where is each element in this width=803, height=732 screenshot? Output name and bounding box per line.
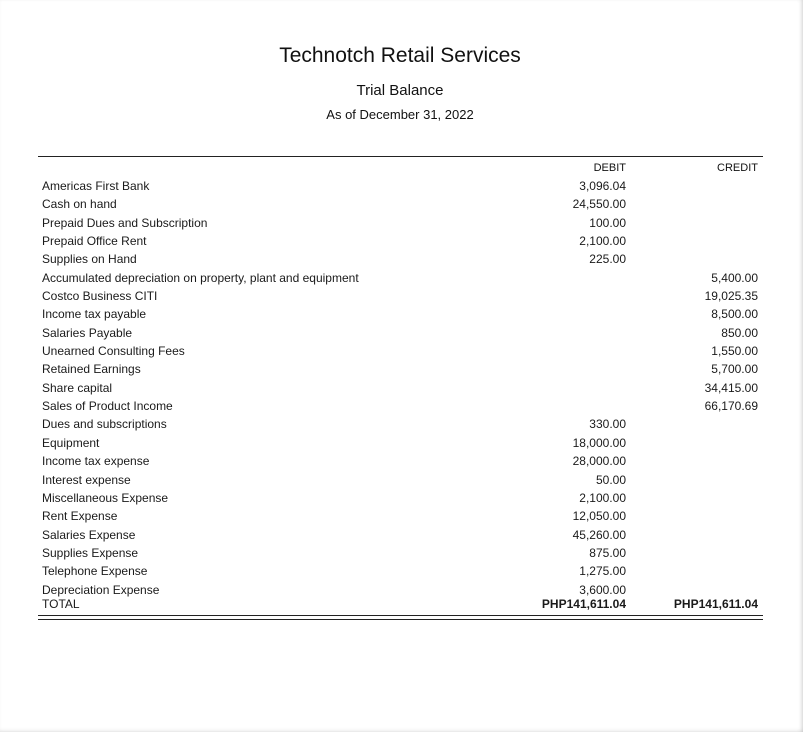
account-name: Supplies Expense xyxy=(42,545,139,560)
total-debit: PHP141,611.04 xyxy=(541,596,626,611)
table-row xyxy=(38,489,763,507)
company-name: Technotch Retail Services xyxy=(279,44,521,67)
report-date: As of December 31, 2022 xyxy=(326,107,474,122)
table-row xyxy=(38,305,763,323)
trial-balance-table xyxy=(38,156,763,620)
table-row xyxy=(38,214,763,232)
table-row xyxy=(38,342,763,360)
total-row xyxy=(38,596,763,618)
debit-amount: 3,096.04 xyxy=(579,179,626,193)
credit-amount: 1,550.00 xyxy=(711,344,758,359)
account-name: Salaries Payable xyxy=(42,325,133,340)
account-name: Dues and subscriptions xyxy=(42,417,167,432)
credit-amount: 5,400.00 xyxy=(711,270,758,285)
account-name: Miscellaneous Expense xyxy=(42,490,169,505)
table-row xyxy=(38,232,763,250)
debit-amount: 330.00 xyxy=(589,417,626,432)
table-row xyxy=(38,177,763,195)
table-row xyxy=(38,434,763,452)
table-row xyxy=(38,287,763,305)
account-name: Supplies on Hand xyxy=(42,252,137,267)
credit-amount: 19,025.35 xyxy=(704,289,758,304)
account-name: Retained Earnings xyxy=(42,362,141,377)
credit-amount: 34,415.00 xyxy=(704,380,758,395)
credit-column-header: CREDIT xyxy=(717,162,758,174)
debit-amount: 12,050.00 xyxy=(572,509,626,524)
table-row xyxy=(38,269,763,287)
credit-amount: 850.00 xyxy=(721,325,758,340)
table-row xyxy=(38,250,763,268)
table-row xyxy=(38,544,763,562)
account-name: Depreciation Expense xyxy=(42,582,160,597)
debit-amount: 50.00 xyxy=(595,472,626,487)
account-name: Americas First Bank xyxy=(42,179,150,193)
table-row xyxy=(38,379,763,397)
debit-amount: 24,550.00 xyxy=(572,197,626,212)
debit-amount: 28,000.00 xyxy=(572,454,626,469)
debit-column-header: DEBIT xyxy=(593,162,626,174)
debit-amount: 3,600.00 xyxy=(579,582,626,597)
debit-amount: 2,100.00 xyxy=(579,234,626,249)
table-row xyxy=(38,195,763,213)
account-name: Equipment xyxy=(42,435,100,450)
account-name: Interest expense xyxy=(42,472,131,487)
account-name: Accumulated depreciation on property, plant and equipment xyxy=(42,270,359,285)
table-row xyxy=(38,507,763,525)
account-name: Income tax expense xyxy=(42,454,150,469)
table-row xyxy=(38,324,763,342)
credit-amount: 66,170.69 xyxy=(704,399,758,414)
account-name: Sales of Product Income xyxy=(42,399,173,414)
debit-amount: 45,260.00 xyxy=(572,527,626,542)
table-row xyxy=(38,360,763,378)
account-rows xyxy=(38,177,763,599)
debit-amount: 225.00 xyxy=(589,252,626,267)
debit-amount: 18,000.00 xyxy=(572,435,626,450)
table-row xyxy=(38,526,763,544)
table-row xyxy=(38,452,763,470)
credit-amount: 8,500.00 xyxy=(711,307,758,322)
account-name: Income tax payable xyxy=(42,307,147,322)
credit-amount: 5,700.00 xyxy=(711,362,758,377)
account-name: Share capital xyxy=(42,380,113,395)
account-name: Prepaid Office Rent xyxy=(42,234,147,249)
account-name: Costco Business CITI xyxy=(42,289,158,304)
table-row xyxy=(38,581,763,599)
table-header xyxy=(38,157,763,177)
total-credit: PHP141,611.04 xyxy=(673,596,758,611)
account-name: Rent Expense xyxy=(42,509,118,524)
account-name: Cash on hand xyxy=(42,197,117,212)
account-name: Prepaid Dues and Subscription xyxy=(42,215,208,230)
debit-amount: 1,275.00 xyxy=(579,564,626,579)
account-name: Telephone Expense xyxy=(42,564,148,579)
debit-amount: 875.00 xyxy=(589,545,626,560)
account-name: Unearned Consulting Fees xyxy=(42,344,185,359)
table-row xyxy=(38,415,763,433)
table-row xyxy=(38,562,763,580)
account-name: Salaries Expense xyxy=(42,527,136,542)
table-row xyxy=(38,471,763,489)
report-title: Trial Balance xyxy=(356,82,444,99)
debit-amount: 2,100.00 xyxy=(579,490,626,505)
total-label: TOTAL xyxy=(42,596,80,611)
debit-amount: 100.00 xyxy=(589,215,626,230)
table-row xyxy=(38,397,763,415)
